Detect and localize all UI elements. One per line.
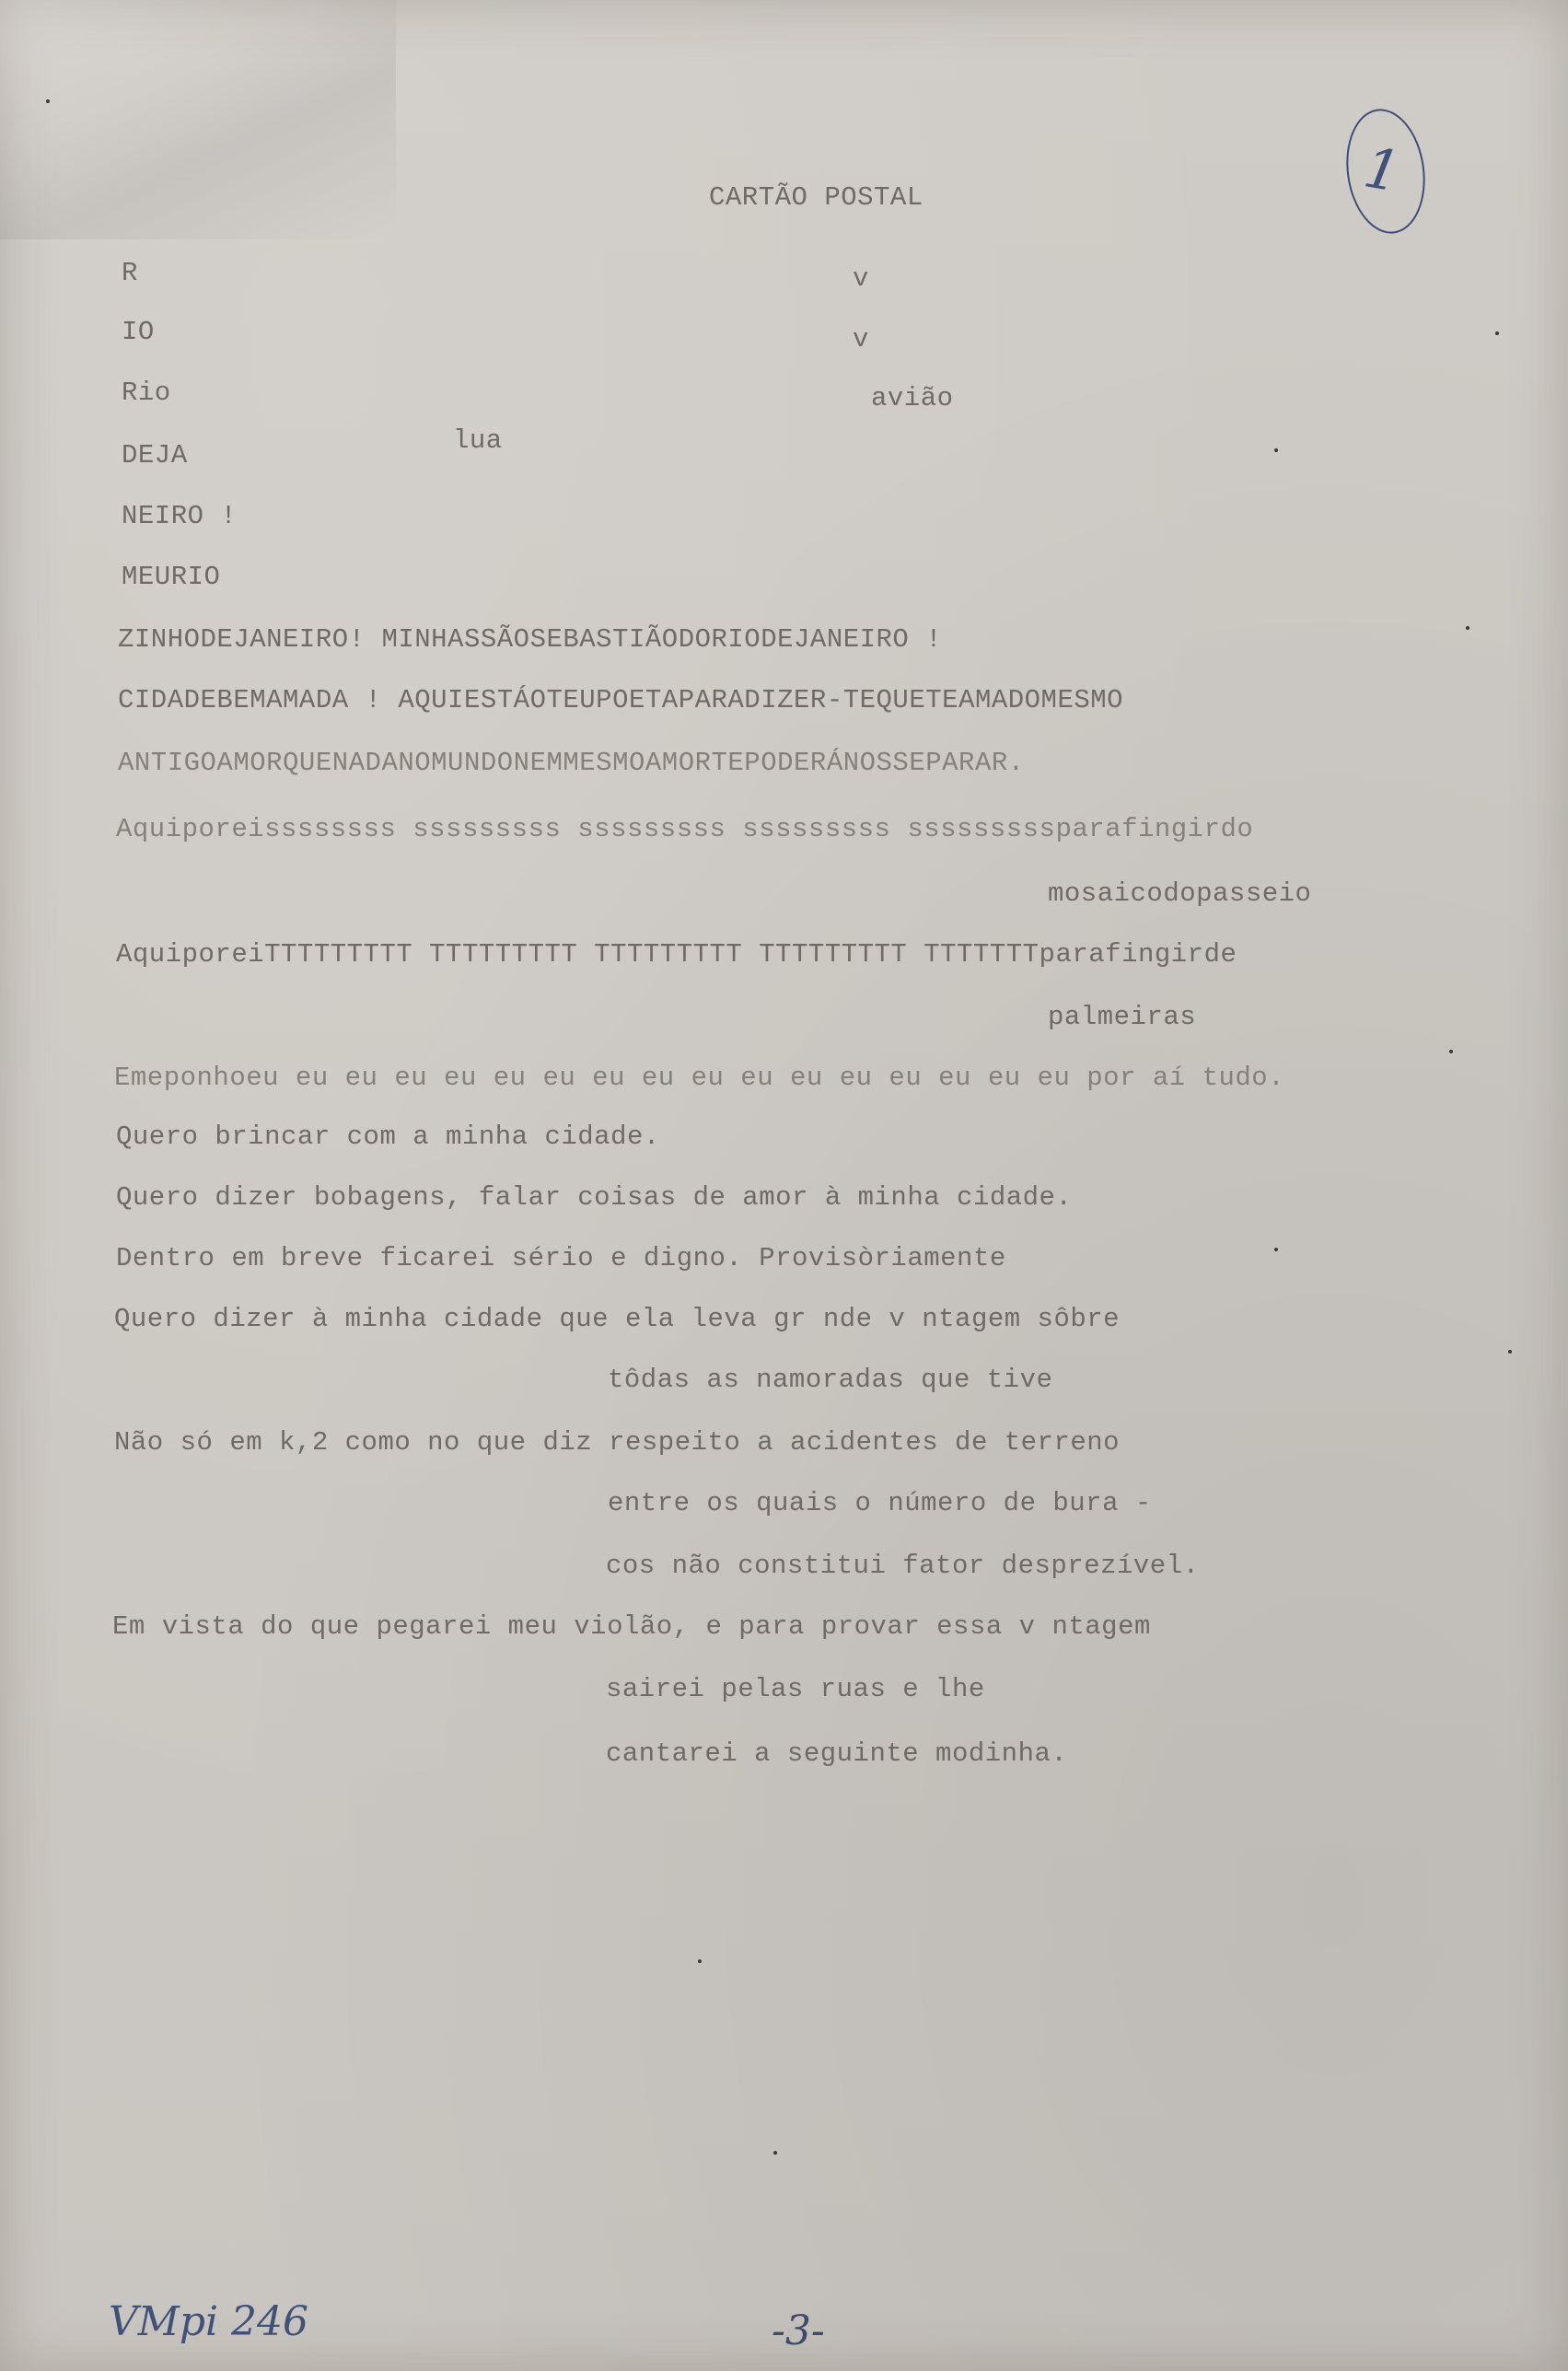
- paper-speck: [46, 99, 50, 103]
- body-line: Não só em k,2 como no que diz respeito a acidentes de terreno: [114, 1427, 1121, 1458]
- page-mark-number: 1: [1359, 135, 1405, 205]
- body-line: Quero brincar com a minha cidade.: [116, 1122, 660, 1152]
- right-col-line: avião: [871, 383, 954, 413]
- left-col-line: Rio: [122, 378, 171, 408]
- paper-speck: [1449, 1050, 1453, 1053]
- body-line: AquiporeiTTTTTTTTT TTTTTTTTT TTTTTTTTT TTTTTTTTT TTTTTTTparafingirde: [116, 939, 1237, 970]
- body-line: cantarei a seguinte modinha.: [606, 1738, 1068, 1769]
- right-col-line: v: [853, 263, 869, 294]
- paper-crease: [0, 0, 396, 239]
- paper-speck: [1466, 626, 1469, 630]
- body-line: mosaicodopasseio: [1048, 878, 1312, 909]
- body-line: palmeiras: [1048, 1002, 1197, 1032]
- body-line: Dentro em breve ficarei sério e digno. Provisòriamente: [116, 1243, 1006, 1273]
- body-line: Emeponhoeu eu eu eu eu eu eu eu eu eu eu eu eu eu eu eu eu por aí tudo.: [114, 1063, 1285, 1093]
- body-line: Aquiporeissssssss sssssssss sssssssss sssssssss sssssssssparafingirdo: [116, 814, 1254, 844]
- body-line: Quero dizer à minha cidade que ela leva gr nde v ntagem sôbre: [114, 1304, 1121, 1334]
- body-line: CIDADEBEMAMADA ! AQUIESTÁOTEUPOETAPARADIZER-TEQUETEAMADOMESMO: [118, 685, 1124, 715]
- paper-speck: [698, 1959, 702, 1963]
- paper-speck: [1274, 448, 1278, 452]
- body-line: Quero dizer bobagens, falar coisas de amor à minha cidade.: [116, 1182, 1073, 1213]
- page-number: -3-: [772, 2307, 825, 2354]
- body-line: ZINHODEJANEIRO! MINHASSÃOSEBASTIÃODORIODEJANEIRO !: [118, 624, 943, 655]
- paper-speck: [1508, 1350, 1512, 1354]
- left-col-line: NEIRO !: [122, 501, 238, 531]
- body-line: entre os quais o número de bura -: [608, 1488, 1152, 1518]
- body-line: tôdas as namoradas que tive: [608, 1365, 1053, 1395]
- body-line: cos não constitui fator desprezível.: [606, 1551, 1200, 1581]
- paper-speck: [1495, 331, 1499, 335]
- body-line: sairei pelas ruas e lhe: [606, 1674, 985, 1704]
- left-col-line: MEURIO: [122, 562, 221, 592]
- lua-word: lua: [453, 425, 503, 456]
- paper-speck: [1274, 1248, 1278, 1251]
- left-col-line: DEJA: [122, 440, 188, 471]
- left-col-line: IO: [122, 317, 155, 347]
- archive-mark: VMpi 246: [109, 2298, 309, 2345]
- body-line: Em vista do que pegarei meu violão, e para provar essa v ntagem: [112, 1611, 1151, 1642]
- left-col-line: R: [122, 258, 138, 288]
- body-line: ANTIGOAMORQUENADANOMUNDONEMMESMOAMORTEPODERÁNOSSEPARAR.: [118, 748, 1025, 778]
- paper-speck: [773, 2151, 777, 2155]
- right-col-line: v: [853, 324, 869, 354]
- document-title: CARTÃO POSTAL: [709, 182, 923, 213]
